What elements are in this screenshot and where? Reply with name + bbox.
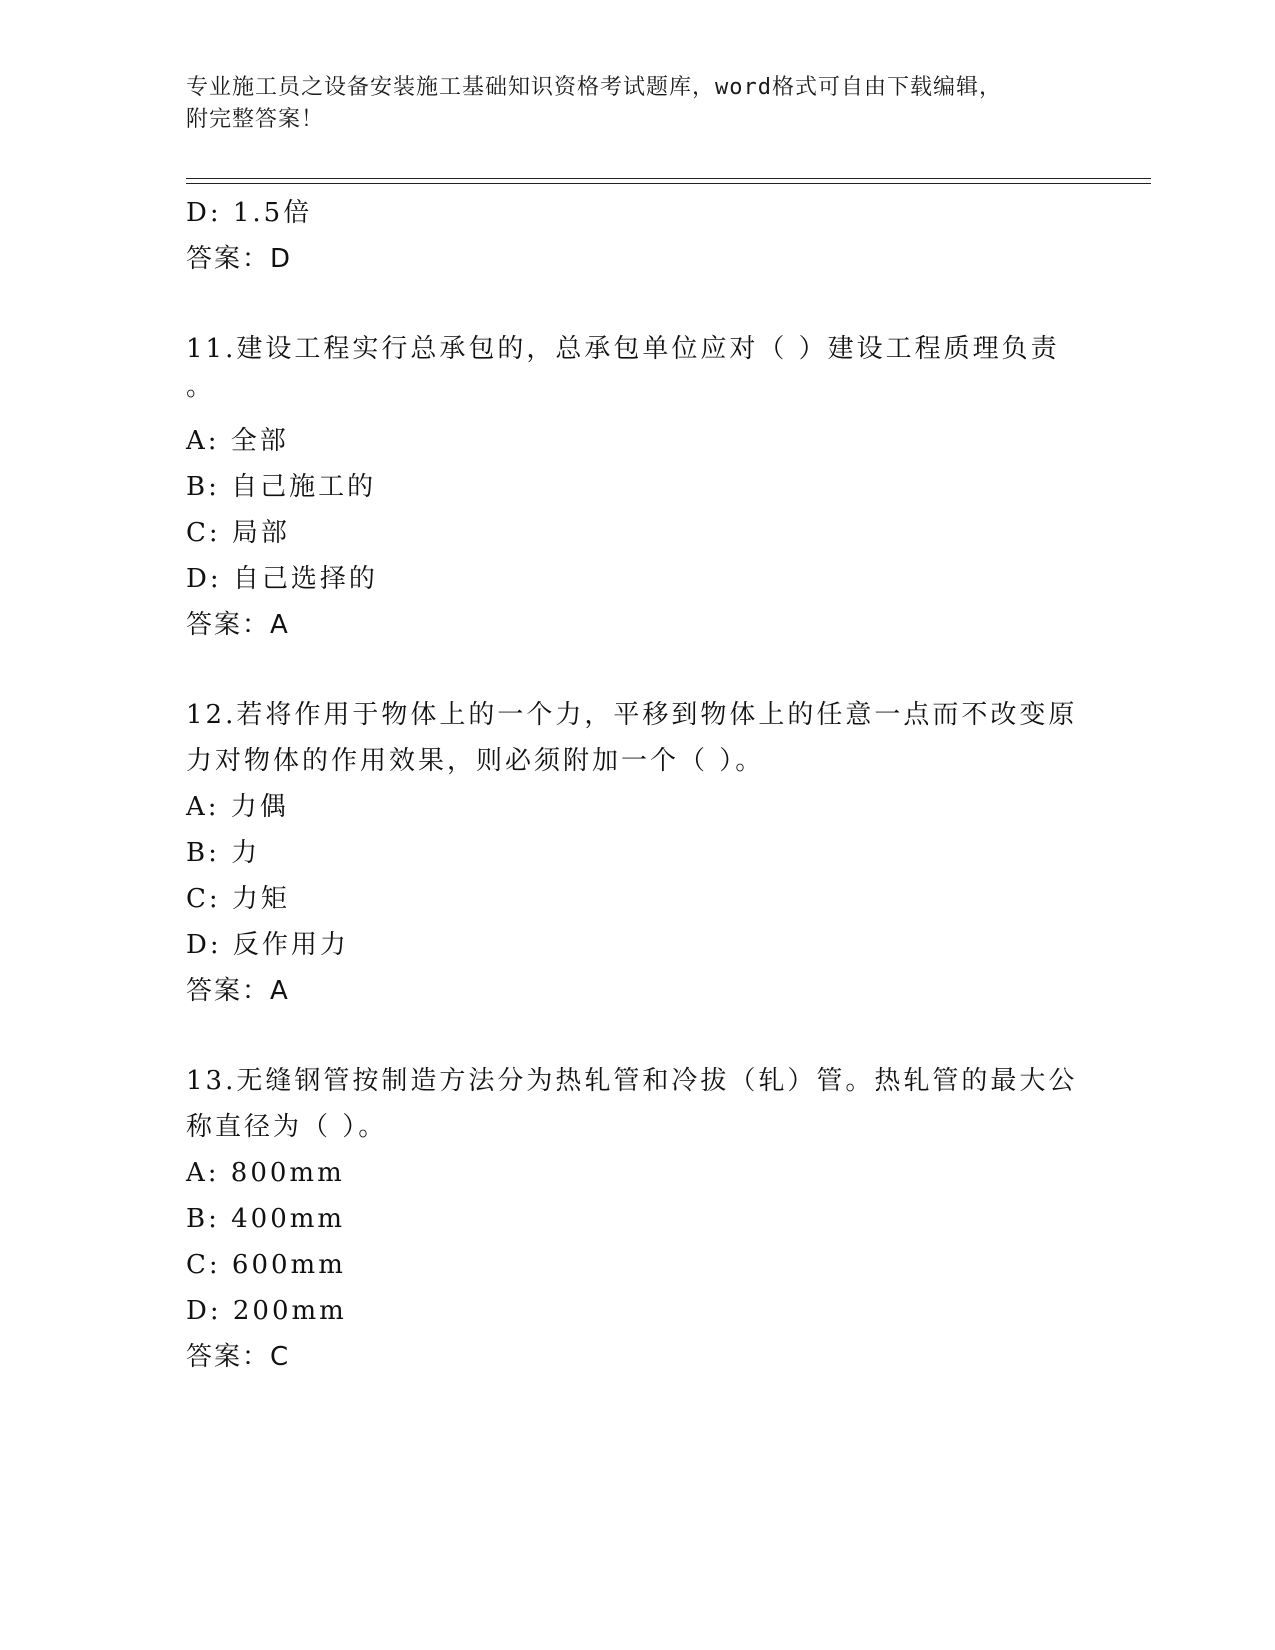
question-11 (186, 326, 1086, 648)
question-13 (186, 1058, 1086, 1380)
spacer (186, 1014, 1086, 1058)
header-line-2: 附完整答案！ (186, 107, 325, 132)
question-stem-line-1: 11.建设工程实行总承包的，总承包单位应对（ ）建设工程质理负责 (186, 334, 1060, 364)
option-c: C: 局部 (186, 518, 290, 548)
prev-answer: 答案：D (186, 244, 293, 274)
question-12 (186, 692, 1086, 1014)
question-stem-line-2: 。 (186, 372, 216, 402)
option-b: B: 自己施工的 (186, 472, 377, 502)
option-a: A: 800mm (186, 1158, 345, 1188)
option-b: B: 力 (186, 838, 261, 868)
option-b: B: 400mm (186, 1204, 346, 1234)
spacer (186, 648, 1086, 692)
option-c: C: 600mm (186, 1250, 346, 1280)
option-d: D: 200mm (186, 1296, 347, 1326)
spacer (186, 282, 1086, 326)
option-a: A: 全部 (186, 426, 289, 456)
question-stem-line-1: 12.若将作用于物体上的一个力，平移到物体上的任意一点而不改变原 (186, 700, 1078, 730)
prev-option-d: D: 1.5倍 (186, 198, 313, 228)
answer: 答案：A (186, 976, 290, 1006)
question-stem-line-2: 称直径为（ ）。 (186, 1112, 388, 1142)
question-stem-line-1: 13.无缝钢管按制造方法分为热轧管和冷拔（轧）管。热轧管的最大公 (186, 1066, 1078, 1096)
option-d: D: 反作用力 (186, 930, 349, 960)
option-a: A: 力偶 (186, 792, 289, 822)
answer: 答案：A (186, 610, 290, 640)
question-content (186, 190, 1086, 1380)
header-divider-top (186, 178, 1151, 179)
document-header (186, 72, 1066, 136)
header-line-1: 专业施工员之设备安装施工基础知识资格考试题库，word格式可自由下载编辑， (186, 75, 1002, 100)
answer: 答案：C (186, 1342, 291, 1372)
option-d: D: 自己选择的 (186, 564, 378, 594)
header-divider-bottom (186, 183, 1151, 184)
option-c: C: 力矩 (186, 884, 290, 914)
question-stem-line-2: 力对物体的作用效果，则必须附加一个（ ）。 (186, 746, 765, 776)
